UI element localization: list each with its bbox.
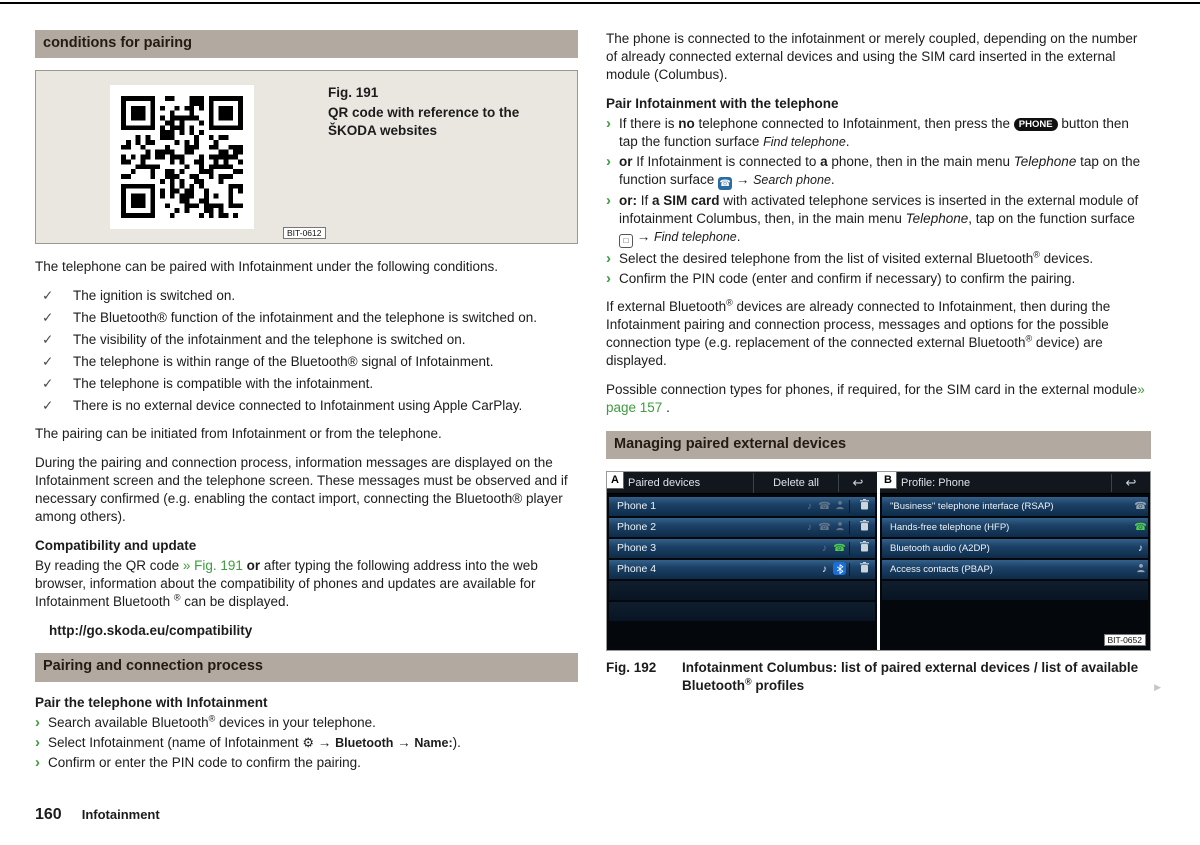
- phone-icon: ☎: [818, 501, 831, 513]
- text-segment: Confirm or enter the PIN code to confirm the pairing.: [48, 754, 361, 770]
- procedure-step: [606, 270, 1151, 288]
- step-text: [48, 754, 578, 772]
- bullet-arrow-icon: ›: [606, 191, 611, 209]
- text-segment: devices in your telephone.: [215, 714, 376, 730]
- condition-item: [35, 331, 578, 349]
- condition-text: The ignition is switched on.: [73, 288, 236, 304]
- compatibility-title: Compatibility and update: [35, 537, 197, 553]
- text-segment: devices are already connected to Infotainment, then during the Infotainment pairing and connection process, messages and options for the possible connection type (e.g. replacement of the connected external Bluetooth: [606, 299, 1111, 351]
- procedure-step: [606, 153, 1151, 190]
- screen-b-title: Profile: Phone: [901, 476, 971, 489]
- figure-191-caption-block: [328, 71, 577, 243]
- profile-name: Bluetooth audio (A2DP): [890, 542, 990, 554]
- condition-text: The Bluetooth® function of the infotainment and the telephone is switched on.: [73, 310, 538, 326]
- text-segment: or: [619, 153, 633, 169]
- continuation-arrow-icon: ▶: [1154, 682, 1161, 693]
- bluetooth-icon: [832, 562, 847, 578]
- profile-name: "Business" telephone interface (RSAP): [890, 500, 1054, 512]
- text-segment: ®: [745, 676, 752, 687]
- text-segment: no: [678, 115, 695, 131]
- procedure-step: [35, 734, 578, 752]
- figure-192-code: BIT-0652: [1104, 634, 1147, 646]
- text-segment: profiles: [751, 678, 805, 694]
- qr-code: [110, 85, 254, 229]
- check-icon: ✓: [42, 354, 54, 370]
- check-icon: ✓: [42, 398, 54, 413]
- page-footer: [35, 804, 160, 825]
- trash-icon: [853, 520, 875, 536]
- text-segment: Possible connection types for phones, if required, for the SIM card in the external module: [606, 382, 1138, 398]
- paired-devices-list: [607, 494, 877, 621]
- bullet-arrow-icon: ›: [35, 753, 40, 771]
- step-text: [619, 153, 1151, 190]
- figure-192-label: Fig. 192: [606, 660, 657, 676]
- infotainment-screen-paired-devices: [607, 472, 877, 650]
- condition-item: [35, 309, 578, 327]
- step-text: [619, 192, 1151, 248]
- text-segment: Find telephone: [763, 134, 846, 149]
- condition-item: [35, 287, 578, 305]
- text-segment: If there is: [619, 115, 679, 131]
- text-segment: Bluetooth: [335, 735, 394, 750]
- phone-connected-icon: ☎: [1134, 522, 1147, 534]
- text-segment: ®: [1033, 249, 1040, 260]
- text-segment: , tap on the function surface: [968, 210, 1135, 226]
- external-devices-paragraph: [606, 298, 1151, 370]
- bullet-arrow-icon: ›: [35, 713, 40, 731]
- profile-name: Access contacts (PBAP): [890, 563, 993, 575]
- step-text: [619, 270, 1151, 288]
- back-icon: ↩: [1111, 474, 1150, 491]
- text-segment: ☎: [719, 177, 731, 188]
- connection-paragraph: The phone is connected to the infotainment or merely coupled, depending on the number of already connected external devices and using the SIM card inserted in the external module (Columbus).: [606, 31, 1138, 82]
- text-segment: .: [662, 400, 670, 416]
- bullet-arrow-icon: ›: [606, 269, 611, 287]
- figure-191: [35, 70, 578, 244]
- check-icon: ✓: [42, 310, 54, 326]
- condition-text: The telephone is compatible with the infotainment.: [73, 376, 374, 392]
- text-segment: telephone connected to Infotainment, then press the: [694, 115, 1014, 131]
- music-active-icon: ♪: [822, 564, 827, 576]
- procedure-step: [606, 250, 1151, 268]
- contact-icon: [1133, 563, 1148, 577]
- figure-191-caption: QR code with reference to the ŠKODA websites: [328, 105, 520, 139]
- bullet-arrow-icon: ›: [606, 152, 611, 170]
- bullet-arrow-icon: ›: [606, 249, 611, 267]
- divider: [849, 563, 850, 576]
- section-header-pairing: [35, 653, 578, 681]
- text-segment: .: [736, 228, 741, 244]
- text-segment: Confirm the PIN code (enter and confirm if necessary) to confirm the pairing.: [619, 270, 1076, 286]
- screen-tag-b: B: [880, 472, 896, 488]
- text-segment: ®: [726, 297, 733, 308]
- screen-a-title: Paired devices: [628, 476, 701, 489]
- text-segment: ®: [173, 592, 181, 603]
- profile-name: Hands-free telephone (HFP): [890, 521, 1010, 533]
- profile-row: [882, 539, 1148, 558]
- divider: [849, 500, 850, 513]
- figure-191-code: BIT-0612: [283, 227, 326, 239]
- text-segment: .: [845, 133, 850, 149]
- music-icon: ♪: [1138, 543, 1143, 555]
- qr-area: [36, 71, 328, 243]
- phone-icon: ☎: [1134, 501, 1147, 513]
- text-segment: If Infotainment is connected to: [632, 153, 821, 169]
- intro-paragraph: The telephone can be paired with Infotainment under the following conditions.: [35, 259, 499, 275]
- left-column: [35, 30, 578, 774]
- text-segment: or:: [619, 192, 637, 208]
- step-text: [619, 250, 1151, 268]
- text-segment: phone, then in the main menu: [827, 153, 1014, 169]
- contact-icon: [832, 500, 847, 514]
- device-name: Phone 3: [617, 542, 657, 554]
- text-segment: tap on the function surface: [619, 153, 1141, 187]
- right-column: [606, 30, 1161, 774]
- device-name: Phone 2: [617, 521, 657, 533]
- text-segment: By reading the QR code: [35, 557, 183, 573]
- text-segment: →: [732, 171, 754, 187]
- section-header-conditions-label: conditions for pairing: [43, 35, 193, 51]
- text-segment: ⚙: [302, 734, 315, 750]
- pairing-init-paragraph: The pairing can be initiated from Infotainment or from the telephone.: [35, 425, 442, 441]
- chapter-name: Infotainment: [81, 806, 160, 822]
- screen-b-header: [880, 472, 1150, 494]
- section-header-managing: [606, 431, 1151, 459]
- condition-item: [35, 375, 578, 393]
- pair-telephone-title: Pair the telephone with Infotainment: [35, 694, 268, 710]
- step-text: [619, 115, 1151, 151]
- text-segment: can be displayed.: [180, 593, 290, 609]
- check-icon: ✓: [42, 332, 54, 348]
- infotainment-screen-profile-phone: [880, 472, 1150, 650]
- figure-191-label: Fig. 191: [328, 85, 379, 101]
- text-segment: ®: [1025, 333, 1033, 344]
- figure-192-caption: [606, 659, 1161, 695]
- page-number: 160: [35, 805, 62, 823]
- screen-a-header: [607, 472, 877, 494]
- device-row: [609, 497, 875, 516]
- text-segment: a SIM card: [652, 192, 720, 208]
- profile-row: [882, 560, 1148, 579]
- cross-reference-link[interactable]: » Fig. 191: [182, 557, 243, 573]
- text-segment: .: [830, 171, 835, 187]
- pair-infotainment-title: Pair Infotainment with the telephone: [606, 95, 839, 111]
- text-segment: a: [820, 153, 828, 169]
- back-icon: ↩: [838, 474, 877, 491]
- phone-icon: ☎: [818, 522, 831, 534]
- procedure-step: [606, 115, 1151, 151]
- condition-text: The visibility of the infotainment and the telephone is switched on.: [73, 332, 466, 348]
- music-icon: ♪: [807, 522, 812, 534]
- text-segment: Find telephone: [654, 229, 737, 244]
- connection-types-paragraph: [606, 381, 1151, 417]
- bullet-arrow-icon: ›: [606, 114, 611, 132]
- trash-icon: [853, 562, 875, 578]
- text-segment: Name:: [414, 735, 453, 750]
- bullet-arrow-icon: ›: [35, 733, 40, 751]
- text-segment: Telephone: [1013, 153, 1077, 169]
- device-name: Phone 1: [617, 500, 657, 512]
- text-segment: after typing the following address into the web browser, information about the compatibility of phones and updates are available for Infotainment Bluetooth: [35, 557, 538, 609]
- condition-item: [35, 397, 578, 415]
- device-name: Phone 4: [617, 563, 657, 575]
- trash-icon: [853, 499, 875, 515]
- step-text: [48, 734, 578, 752]
- check-icon: ✓: [42, 288, 54, 304]
- check-icon: ✓: [42, 376, 54, 392]
- procedure-step: [35, 714, 578, 732]
- compatibility-paragraph: [35, 557, 578, 611]
- text-segment: ).: [452, 734, 461, 750]
- device-row: [609, 539, 875, 558]
- condition-text: There is no external device connected to Infotainment using Apple CarPlay.: [73, 398, 523, 413]
- figure-192-caption-text: [682, 659, 1151, 695]
- procedure-step: [606, 192, 1151, 248]
- text-segment: PHONE: [1014, 118, 1058, 131]
- text-segment: If external Bluetooth: [606, 299, 727, 315]
- text-segment: devices.: [1039, 250, 1094, 266]
- condition-text: The telephone is within range of the Bluetooth® signal of Infotainment.: [73, 354, 494, 370]
- text-segment: or: [246, 557, 261, 573]
- trash-icon: [853, 541, 875, 557]
- text-segment: If: [637, 192, 653, 208]
- condition-item: [35, 353, 578, 371]
- text-segment: button then tap the function surface: [619, 115, 1129, 149]
- text-segment: device) are displayed.: [606, 335, 1103, 369]
- figure-192: [606, 471, 1151, 651]
- text-segment: Select the desired telephone from the list of visited external Bluetooth: [619, 250, 1034, 266]
- procedure-step: [35, 754, 578, 772]
- section-header-conditions: [35, 30, 578, 58]
- empty-row: [609, 581, 875, 600]
- divider: [849, 542, 850, 555]
- cross-reference-link[interactable]: » page 157: [606, 382, 1145, 416]
- music-icon: ♪: [822, 543, 827, 555]
- profile-list: [880, 494, 1150, 600]
- compatibility-url[interactable]: http://go.skoda.eu/compatibility: [49, 622, 253, 638]
- text-segment: ®: [208, 713, 216, 724]
- step-text: [48, 714, 578, 732]
- text-segment: Select Infotainment (name of Infotainment: [48, 734, 303, 750]
- empty-row: [609, 602, 875, 621]
- pairing-conditions-list: [35, 287, 578, 415]
- text-segment: →: [314, 734, 336, 750]
- device-row: [609, 518, 875, 537]
- text-segment: Telephone: [905, 210, 969, 226]
- text-segment: →: [393, 734, 415, 750]
- device-row: [609, 560, 875, 579]
- profile-row: [882, 497, 1148, 516]
- phone-connected-icon: ☎: [833, 543, 846, 555]
- text-segment: →: [633, 228, 655, 244]
- text-segment: Search phone: [753, 172, 831, 187]
- text-segment: Infotainment Columbus: list of paired external devices / list of available Bluetooth: [682, 660, 1139, 694]
- text-segment: with activated telephone services is inserted in the external module of infotainment Columbus, then, in the main menu: [619, 192, 1139, 226]
- text-segment: Search available Bluetooth: [48, 714, 209, 730]
- contact-icon: [832, 521, 847, 535]
- profile-row: [882, 518, 1148, 537]
- empty-row: [882, 581, 1148, 600]
- text-segment: □: [619, 234, 633, 248]
- divider: [849, 521, 850, 534]
- delete-all-button: Delete all: [753, 473, 838, 493]
- section-header-pairing-label: Pairing and connection process: [43, 658, 263, 675]
- screen-tag-a: A: [607, 472, 623, 488]
- music-icon: ♪: [807, 501, 812, 513]
- section-header-managing-label: Managing paired external devices: [614, 436, 847, 453]
- pairing-process-paragraph: During the pairing and connection process, information messages are displayed on the Infotainment screen and the telephone screen. These messages must be observed and if necessary confirmed (e.g. enabling the contact import, connecting the Bluetooth® player among others).: [35, 454, 568, 524]
